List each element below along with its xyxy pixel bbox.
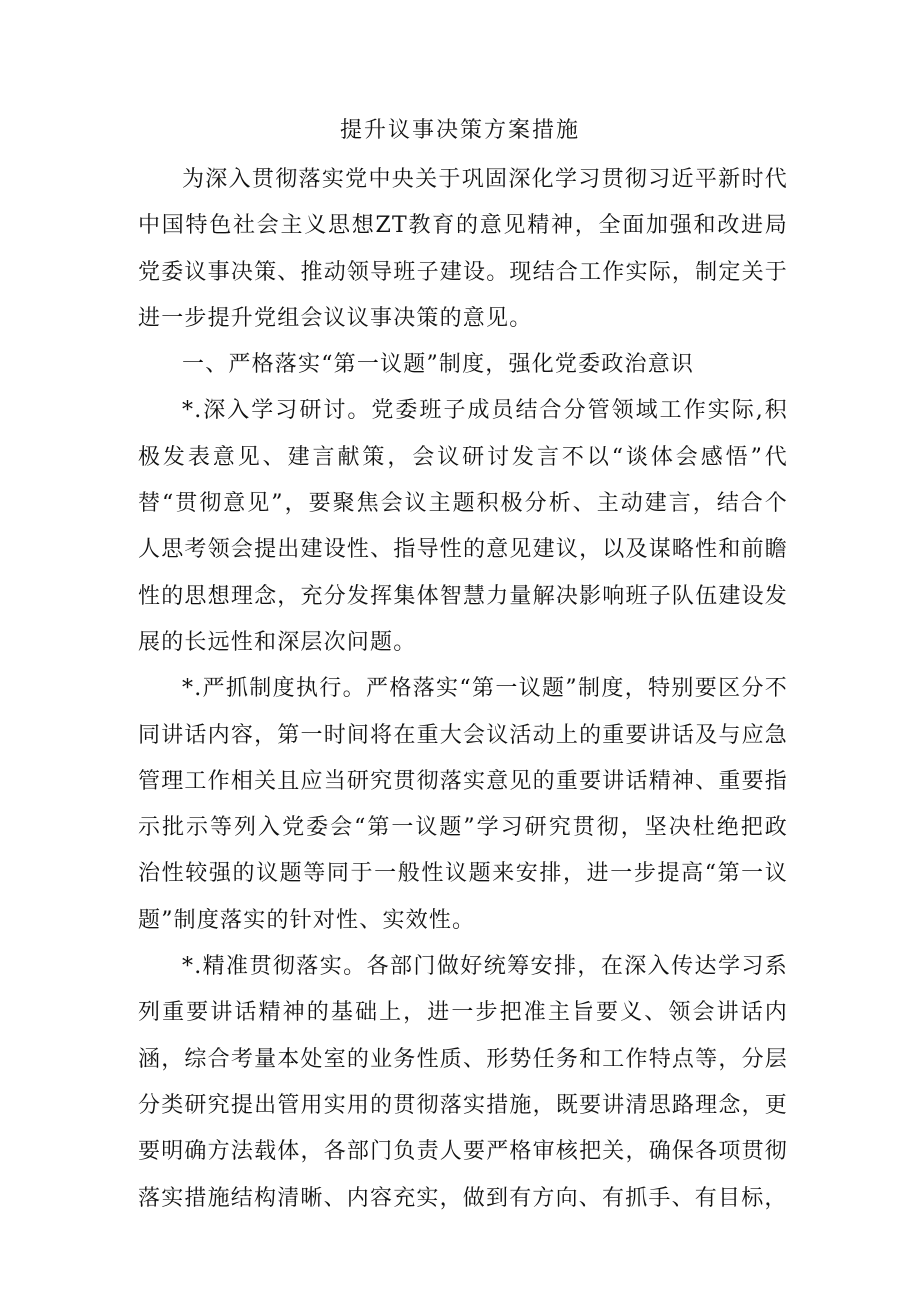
paragraph-item-2: *.严抓制度执行。严格落实“第一议题”制度，特别要区分不同讲话内容，第一时间将在重大会议活动上的重要讲话及与应急管理工作相关且应当研究贯彻落实意见的重要讲话精神、重要指示批示等列入党委会“第一议题”学习研究贯彻，坚决杜绝把政治性较强的议题等同于一般性议题来安排，进一步提高“第一议题”制度落实的针对性、实效性。 — [138, 676, 788, 933]
document-body — [138, 157, 788, 1222]
document-title: 提升议事决策方案措施 — [339, 118, 580, 143]
paragraph-item-3: *.精准贯彻落实。各部门做好统筹安排，在深入传达学习系列重要讲话精神的基础上，进一步把准主旨要义、领会讲话内涵，综合考量本处室的业务性质、形势任务和工作特点等，分层分类研究提出管用实用的贯彻落实措施，既要讲清思路理念，更要明确方法载体，各部门负责人要严格审核把关，确保各项贯彻落实措施结构清晰、内容充实，做到有方向、有抓手、有目标， — [138, 954, 788, 1211]
paragraph-intro: 为深入贯彻落实党中央关于巩固深化学习贯彻习近平新时代中国特色社会主义思想ZT教育的意见精神，全面加强和改进局党委议事决策、推动领导班子建设。现结合工作实际，制定关于进一步提升党组会议议事决策的意见。 — [138, 167, 788, 331]
paragraph-item-1: *.深入学习研讨。党委班子成员结合分管领域工作实际,积极发表意见、建言献策，会议研讨发言不以“谈体会感悟”代替“贯彻意见”，要聚焦会议主题积极分析、主动建言，结合个人思考领会提出建设性、指导性的意见建议，以及谋略性和前瞻性的思想理念，充分发挥集体智慧力量解决影响班子队伍建设发展的长远性和深层次问题。 — [138, 398, 788, 655]
section-heading-1: 一、严格落实“第一议题”制度，强化党委政治意识 — [182, 352, 695, 378]
